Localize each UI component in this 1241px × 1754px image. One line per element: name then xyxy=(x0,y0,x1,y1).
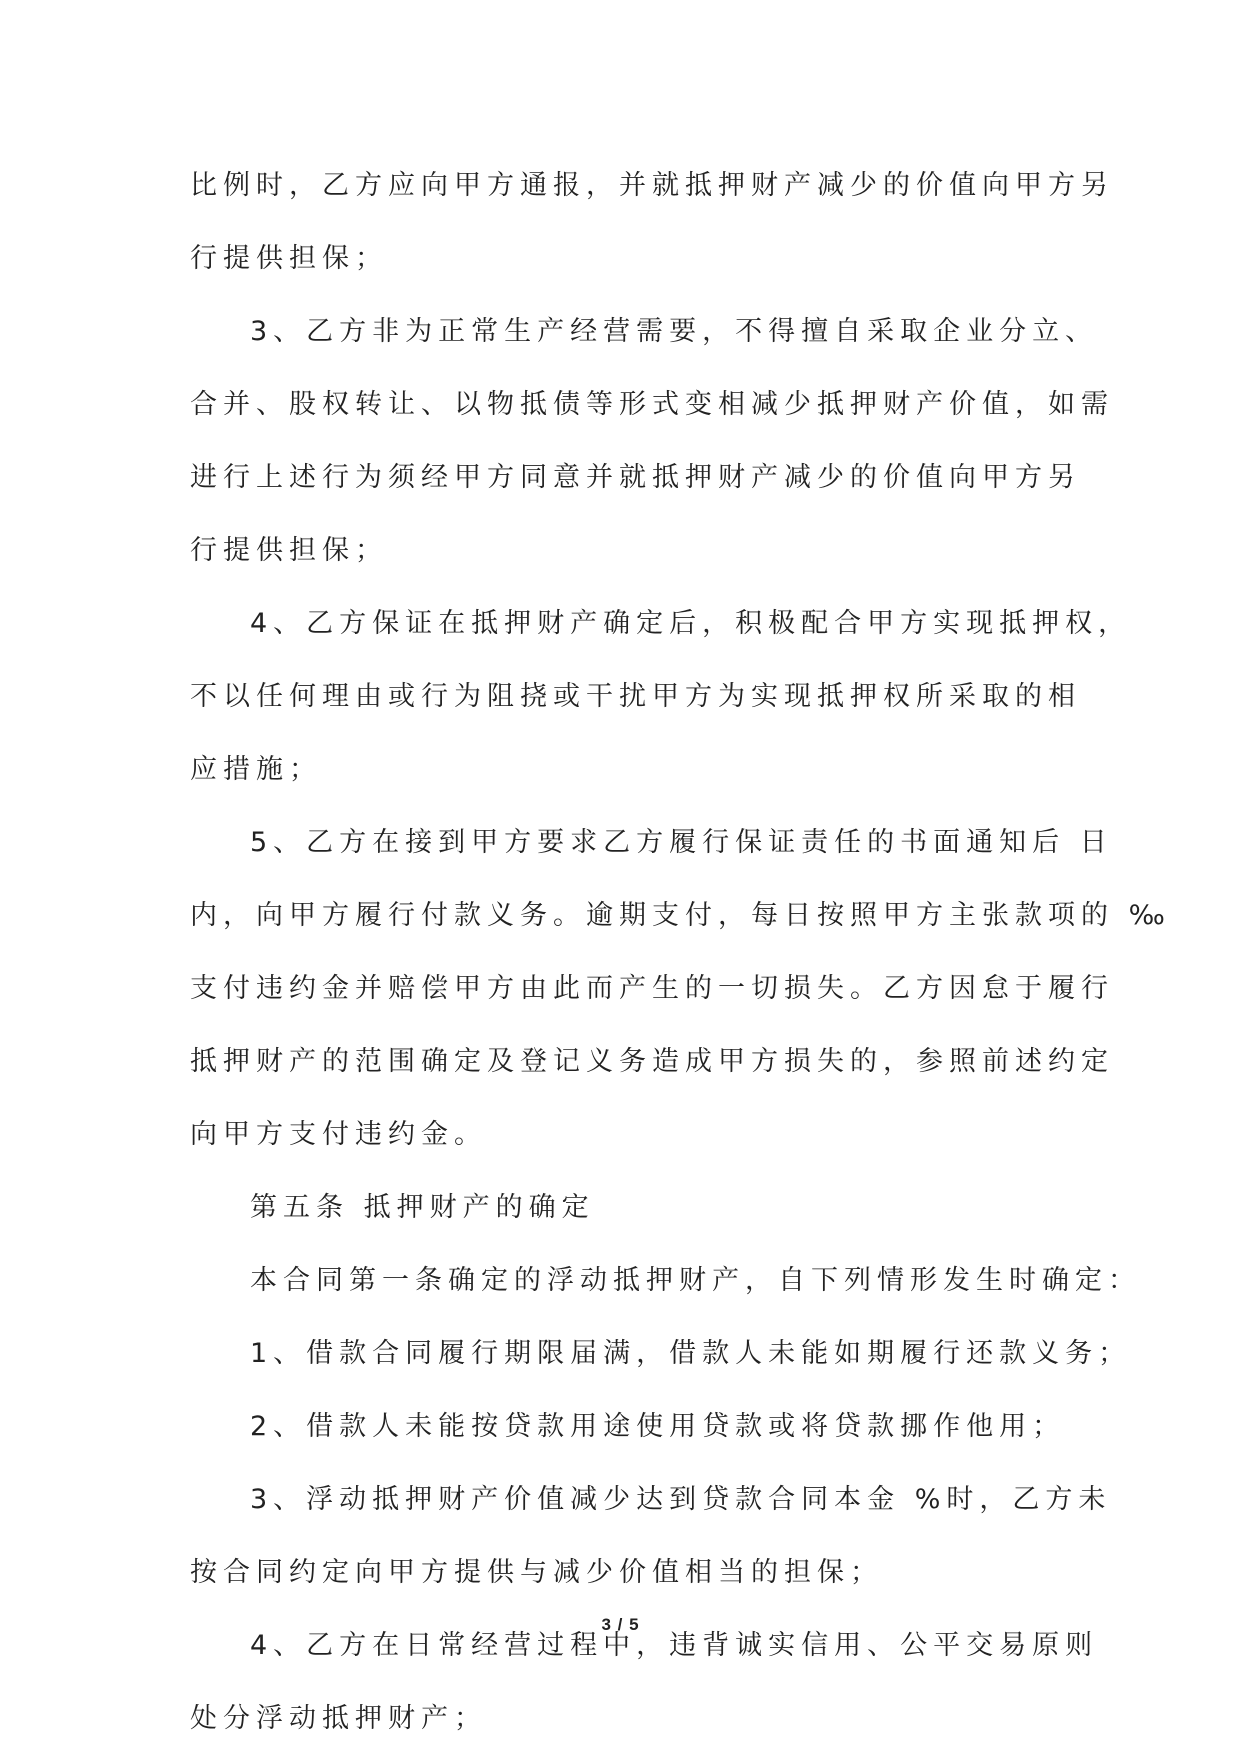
clause-3-line: 3、乙方非为正常生产经营需要，不得擅自采取企业分立、 xyxy=(250,316,1099,347)
page-number: 3 / 5 xyxy=(601,1615,640,1634)
body-line: 比例时，乙方应向甲方通报，并就抵押财产减少的价值向甲方另 xyxy=(190,170,1114,201)
body-line: 抵押财产的范围确定及登记义务造成甲方损失的，参照前述约定 xyxy=(190,1046,1114,1077)
body-line: 进行上述行为须经甲方同意并就抵押财产减少的价值向甲方另 xyxy=(190,462,1081,493)
body-line: 支付违约金并赔偿甲方由此而产生的一切损失。乙方因怠于履行 xyxy=(190,973,1114,1004)
body-line: 向甲方支付违约金。 xyxy=(190,1119,487,1150)
body-line: 处分浮动抵押财产； xyxy=(190,1703,487,1734)
clause-5-line: 5、乙方在接到甲方要求乙方履行保证责任的书面通知后 日 xyxy=(250,827,1113,858)
list-item-1: 1、借款合同履行期限届满，借款人未能如期履行还款义务； xyxy=(250,1338,1132,1369)
body-line: 合并、股权转让、以物抵债等形式变相减少抵押财产价值，如需 xyxy=(190,389,1114,420)
body-line: 行提供担保； xyxy=(190,243,388,274)
clause-4-line: 4、乙方保证在抵押财产确定后，积极配合甲方实现抵押权， xyxy=(250,608,1132,639)
body-line: 行提供担保； xyxy=(190,535,388,566)
body-line: 按合同约定向甲方提供与减少价值相当的担保； xyxy=(190,1557,883,1588)
list-item-2: 2、借款人未能按贷款用途使用贷款或将贷款挪作他用； xyxy=(250,1411,1066,1442)
list-item-3: 3、浮动抵押财产价值减少达到贷款合同本金 %时，乙方未 xyxy=(250,1484,1112,1515)
body-line: 应措施； xyxy=(190,754,322,785)
body-line: 本合同第一条确定的浮动抵押财产，自下列情形发生时确定： xyxy=(250,1265,1141,1296)
body-line: 不以任何理由或行为阻挠或干扰甲方为实现抵押权所采取的相 xyxy=(190,681,1081,712)
list-item-4: 4、乙方在日常经营过程中，违背诚实信用、公平交易原则 xyxy=(250,1630,1099,1661)
article-heading: 第五条 抵押财产的确定 xyxy=(250,1192,595,1223)
body-line: 内，向甲方履行付款义务。逾期支付，每日按照甲方主张款项的 ‰ xyxy=(190,900,1171,931)
